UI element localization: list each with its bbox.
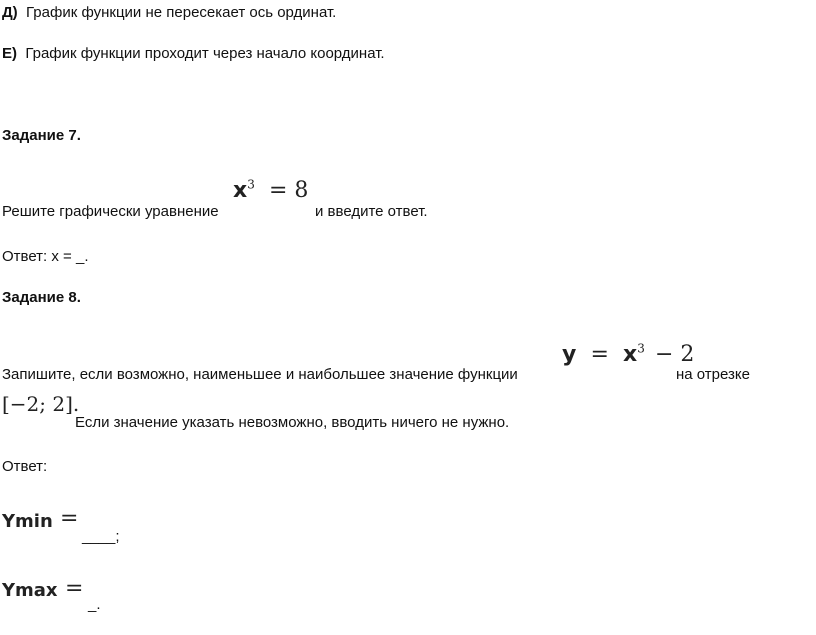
task8-interval: [−2; 2]. bbox=[2, 392, 80, 416]
option-d bbox=[2, 4, 336, 22]
option-e bbox=[2, 45, 385, 63]
task7-text-before: Решите графически уравнение bbox=[2, 203, 219, 220]
eq-rest: = 8 bbox=[268, 178, 309, 203]
task8-function bbox=[562, 341, 694, 367]
option-text: График функции проходит через начало координат. bbox=[25, 45, 385, 62]
task7-text-after: и введите ответ. bbox=[315, 203, 428, 220]
task7-equation bbox=[233, 177, 308, 203]
ymin-equals: = bbox=[60, 506, 79, 531]
func-rest: − 2 bbox=[655, 342, 695, 367]
task7-answer: Ответ: x = _. bbox=[2, 248, 89, 265]
ymax-label: Ymax bbox=[2, 580, 58, 601]
func-exponent: 3 bbox=[637, 341, 645, 356]
option-letter: Д) bbox=[2, 4, 18, 21]
task8-note: Если значение указать невозможно, вводить ничего не нужно. bbox=[75, 414, 510, 431]
ymin-label: Ymin bbox=[2, 511, 53, 532]
option-letter: Е) bbox=[2, 45, 17, 62]
task8-heading: Задание 8. bbox=[2, 289, 81, 306]
func-y: y bbox=[562, 342, 577, 367]
task7-heading: Задание 7. bbox=[2, 127, 81, 144]
func-base: x bbox=[623, 342, 638, 367]
ymax-equals: = bbox=[65, 576, 84, 601]
option-text: График функции не пересекает ось ординат. bbox=[26, 4, 337, 21]
task8-text-after: на отрезке bbox=[676, 366, 750, 383]
ymax-answer-blank[interactable]: _. bbox=[88, 596, 101, 613]
eq-base: x bbox=[233, 178, 248, 203]
eq-exponent: 3 bbox=[247, 177, 255, 192]
task8-text-before: Запишите, если возможно, наименьшее и наибольшее значение функции bbox=[2, 366, 518, 383]
ymin-answer-blank[interactable]: ____; bbox=[82, 528, 120, 545]
task8-answer-label: Ответ: bbox=[2, 458, 48, 475]
func-eq: = bbox=[590, 342, 609, 367]
